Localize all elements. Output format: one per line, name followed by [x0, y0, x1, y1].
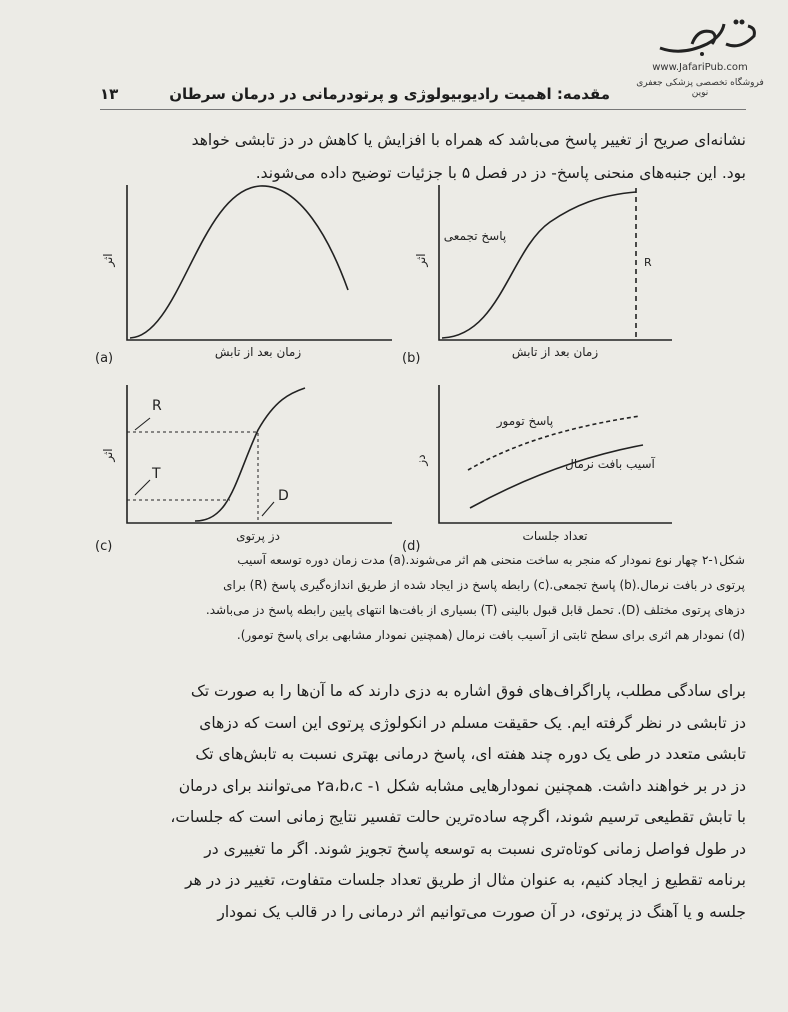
body-line: جلسه و یا آهنگ دز پرتوی، در آن صورت می‌توانیم اثر درمانی را در قالب یک نمودار — [217, 902, 746, 921]
panel-d-ylabel: دز — [414, 454, 428, 466]
panel-c-letter: (c) — [95, 539, 113, 554]
page-number: ۱۳ — [100, 85, 119, 103]
figure-caption — [95, 548, 745, 648]
body-line: دز تابشی در نظر گرفته ایم. یک حقیقت مسلم در انکولوژی پرتوی این است که دزهای — [199, 713, 746, 732]
panel-a-xlabel: زمان بعد از تابش — [214, 345, 302, 359]
panel-b-letter: (b) — [402, 351, 421, 366]
caption-line: شکل۱-۲ چهار نوع نمودار که منجر به ساخت منحنی هم اثر می‌شوند.(a) مدت زمان دوره توسعه آسیب — [237, 553, 745, 567]
panel-c-d-label: D — [278, 488, 289, 504]
caption-line: پرتوی در بافت نرمال.(b) پاسخ تجمعی.(c) رابطه پاسخ دز ایجاد شده از طریق اندازه‌گیری پاسخ (R) برای — [223, 578, 745, 592]
panel-c-r-label: R — [152, 398, 162, 414]
body-line: در طول فواصل زمانی کوتاه‌تری نسبت به توسعه پاسخ تجویز شوند. اگر ما تغییری در — [204, 839, 746, 858]
body-line: دز در بر خواهند داشت. همچنین نمودارهایی مشابه شکل ۱- ۲a،b،c می‌توانند برای درمان — [178, 776, 746, 795]
intro-line: نشانه‌ای صریح از تغییر پاسخ می‌باشد که همراه با افزایش یا کاهش در دز تابشی خواهد — [191, 131, 746, 149]
panel-d-tumor-label: پاسخ تومور — [496, 414, 554, 428]
panel-b-r-marker: R — [644, 256, 652, 269]
panel-a — [127, 185, 392, 340]
body-line: برنامه تقطیع ز ایجاد کنیم، به عنوان مثال از طریق تعداد جلسات متفاوت، تغییر دز در هر — [185, 871, 746, 889]
body-line: با تابش تقطیعی ترسیم شوند، اگرچه ساده‌ترین حالت تفسیر نتایج زمانی است که جلسات، — [170, 808, 746, 826]
panel-d — [439, 385, 672, 523]
panel-d-letter: (d) — [402, 539, 421, 554]
panel-b-xlabel: زمان بعد از تابش — [511, 345, 599, 359]
panel-a-curve — [130, 186, 348, 338]
panel-d-normal-curve — [470, 445, 643, 508]
publisher-url: www.JafariPub.com — [652, 62, 748, 73]
caption-line: (d) نمودار هم اثری برای سطح ثابتی از آسیب بافت نرمال (همچنین نمودار مشابهی برای پاسخ تومور). — [236, 628, 745, 642]
panel-c-xlabel: دز پرتوی — [236, 529, 280, 543]
body-line: تابشی متعدد در طی یک دوره چند هفته ای، پاسخ درمانی بهتری نسبت به تابش‌های تک — [195, 745, 746, 763]
panel-c-ylabel: اثر — [101, 448, 115, 462]
panel-c — [127, 385, 392, 523]
caption-line: دزهای پرتوی مختلف (D). تحمل قابل قبول بالینی (T) بسیاری از بافت‌ها انتهای پایین رابطه پاسخ دز می‌باشد. — [205, 603, 745, 617]
panel-d-xlabel: تعداد جلسات — [522, 529, 588, 543]
panel-c-t-label: T — [152, 466, 161, 482]
panel-a-letter: (a) — [95, 351, 114, 366]
body-line: برای سادگی مطلب، پاراگراف‌های فوق اشاره به دزی دارند که ما آن‌ها را به صورت تک — [190, 682, 746, 700]
panel-b-ylabel: اثر — [414, 253, 428, 267]
panel-d-normal-label: آسیب بافت نرمال — [565, 457, 655, 471]
panel-b — [439, 185, 672, 340]
panel-b-curve — [442, 192, 636, 338]
panel-b-curve-label: پاسخ تجمعی — [443, 229, 507, 243]
header-title: مقدمه: اهمیت رادیوبیولوژی و پرتودرمانی در درمان سرطان — [169, 85, 610, 103]
body-paragraph — [92, 676, 746, 928]
panel-a-ylabel: اثر — [101, 253, 115, 267]
intro-line: بود. این جنبه‌های منحنی پاسخ- دز در فصل ۵ با جزئیات توضیح داده می‌شوند. — [255, 164, 746, 182]
publisher-tagline: فروشگاه تخصصی پزشکی جعفری نوین — [636, 78, 764, 98]
